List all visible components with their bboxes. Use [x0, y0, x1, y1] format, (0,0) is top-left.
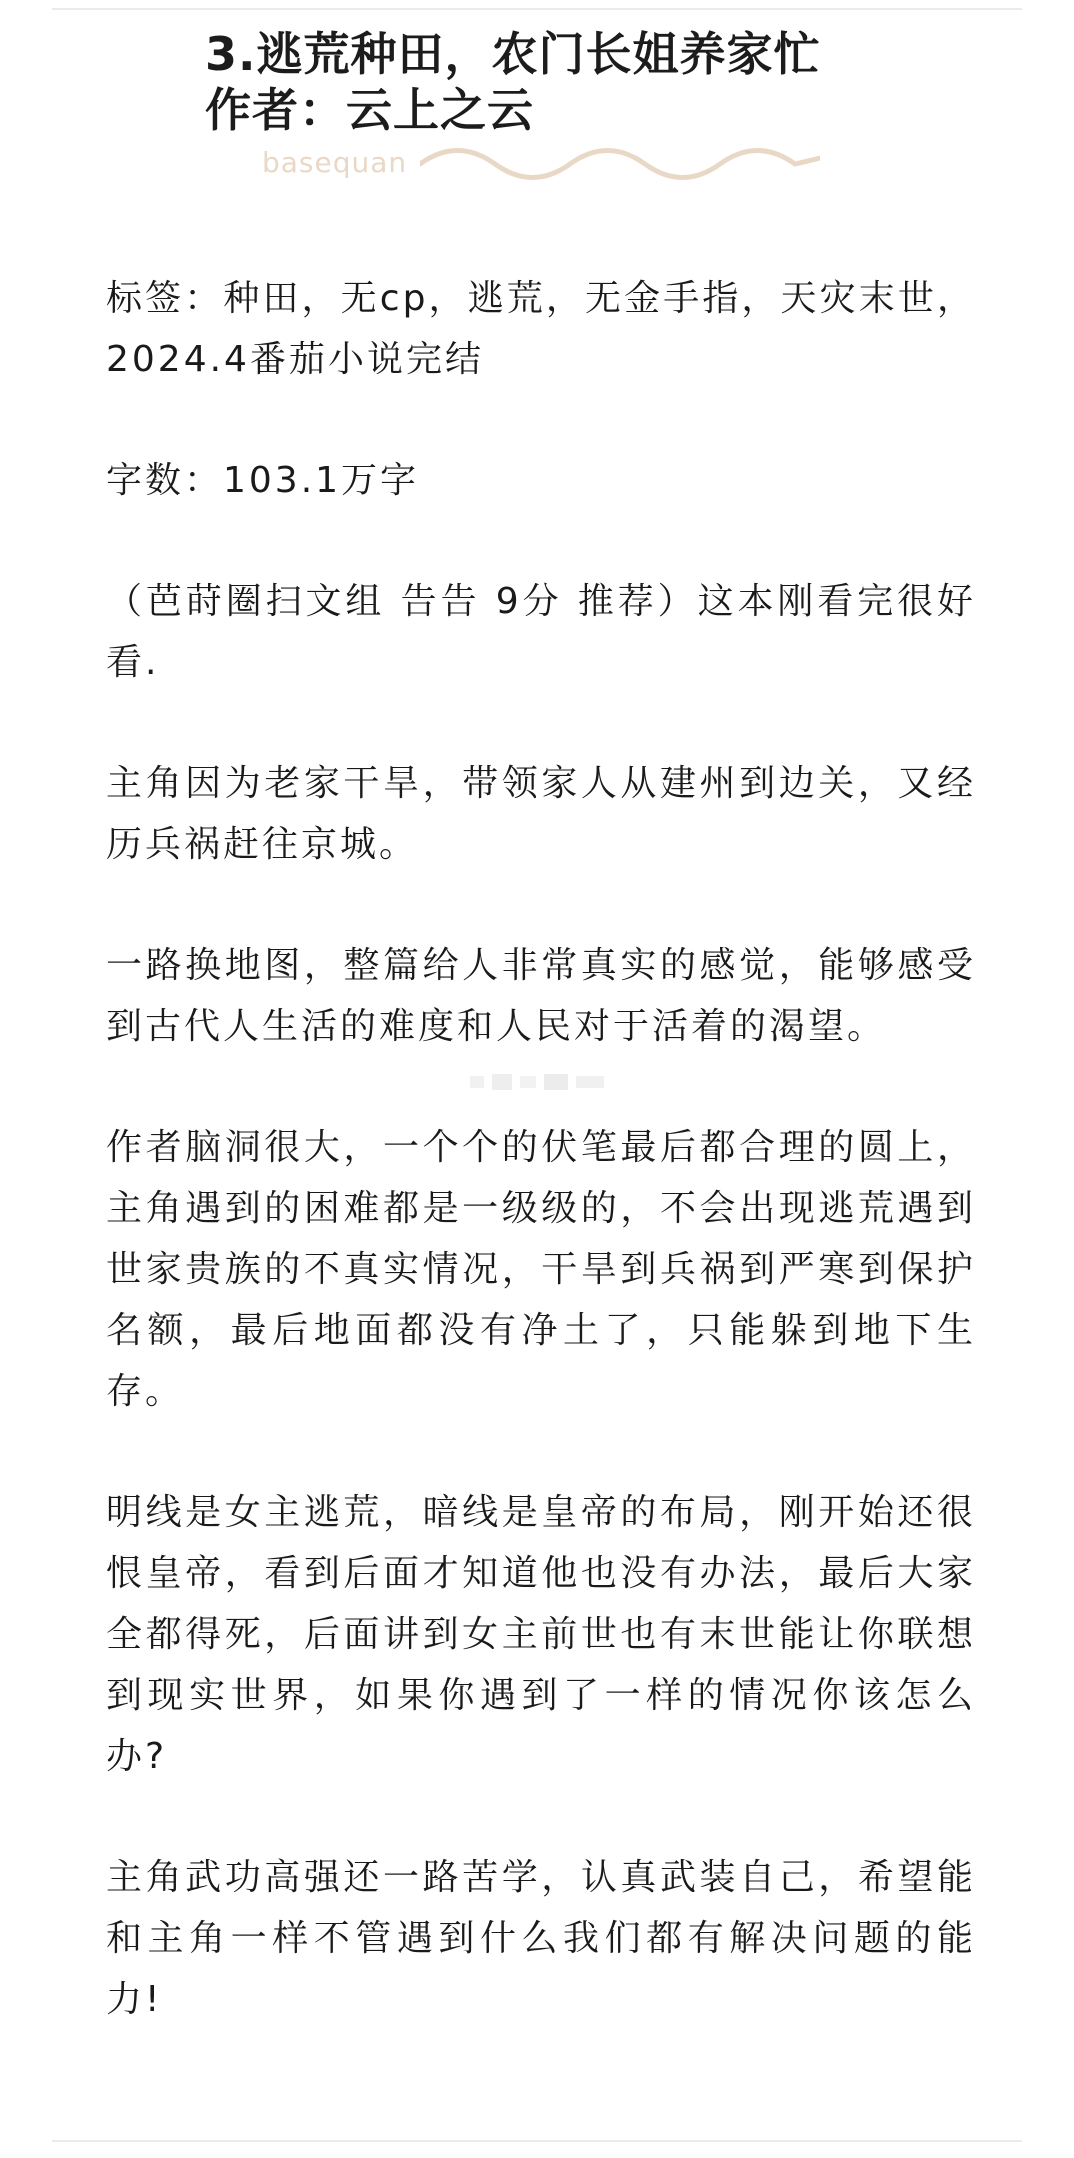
- post-body: [106, 268, 976, 2090]
- post-header: [205, 26, 925, 138]
- paragraph-word-count: 字数：103.1万字: [106, 460, 420, 501]
- paragraph-plot: 主角因为老家干旱，带领家人从建州到边关，又经历兵祸赶往京城。: [106, 763, 976, 865]
- paragraph-foreshadowing: 作者脑洞很大，一个个的伏笔最后都合理的圆上，主角遇到的困难都是一级级的，不会出现逃荒遇到世家贵族的不真实情况，干旱到兵祸到严寒到保护名额，最后地面都没有净土了，只能躲到地下生存。: [106, 1127, 976, 1412]
- paragraph-realism: 一路换地图，整篇给人非常真实的感觉，能够感受到古代人生活的难度和人民对于活着的渴望。: [106, 945, 976, 1047]
- faint-watermark-icon: [470, 1072, 610, 1092]
- paragraph-tags: 标签：种田，无cp，逃荒，无金手指，天灾末世，2024.4番茄小说完结: [106, 278, 976, 380]
- top-divider: [52, 8, 1022, 10]
- post-title: 3.逃荒种田，农门长姐养家忙: [205, 27, 821, 81]
- brand-name: basequan: [262, 146, 408, 179]
- wave-ornament-icon: [420, 140, 820, 190]
- paragraph-conclusion: 主角武功高强还一路苦学，认真武装自己，希望能和主角一样不管遇到什么我们都有解决问题的能力!: [106, 1857, 976, 2020]
- brand-watermark: [262, 140, 822, 190]
- post-author: 作者：云上之云: [205, 83, 534, 137]
- paragraph-recommendation: （芭莳圈扫文组 告告 9分 推荐）这本刚看完很好看.: [106, 581, 976, 683]
- paragraph-storylines: 明线是女主逃荒，暗线是皇帝的布局，刚开始还很恨皇帝，看到后面才知道他也没有办法，最后大家全都得死，后面讲到女主前世也有末世能让你联想到现实世界，如果你遇到了一样的情况你该怎么办?: [106, 1492, 976, 1777]
- bottom-divider: [52, 2140, 1022, 2142]
